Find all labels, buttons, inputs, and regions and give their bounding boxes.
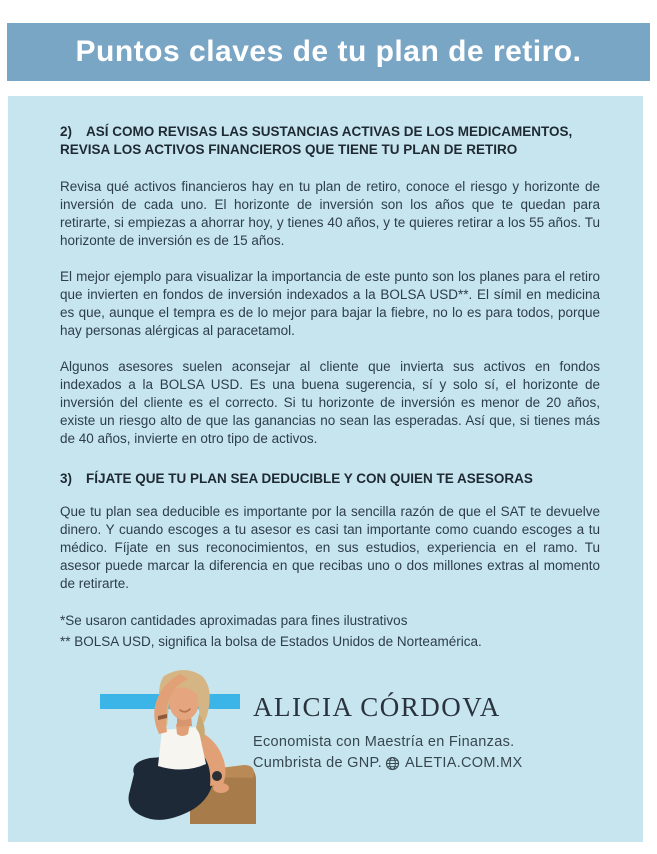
section-3-heading-text: FÍJATE QUE TU PLAN SEA DEDUCIBLE Y CON QUIEN TE ASESORAS <box>86 471 533 486</box>
page-title: Puntos claves de tu plan de retiro. <box>75 35 582 68</box>
watch <box>212 771 222 781</box>
author-site-line <box>253 755 522 771</box>
author-credentials: Economista con Maestría en Finanzas. <box>253 734 515 750</box>
section-3-number: 3) <box>60 471 73 486</box>
author-affiliation: Cumbrista de GNP. <box>253 755 382 771</box>
section-2-heading-text: ASÍ COMO REVISAS LAS SUSTANCIAS ACTIVAS DE LOS MEDICAMENTOS, REVISA LOS ACTIVOS FINANCIEROS QUE TIENE TU PLAN DE RETIRO <box>60 124 573 157</box>
footnote-2: ** BOLSA USD, significa la bolsa de Estados Unidos de Norteamérica. <box>60 634 482 649</box>
content-box <box>8 96 643 842</box>
section-2-number: 2) <box>60 124 73 139</box>
section-2-heading <box>60 123 600 159</box>
section-3-paragraph-1: Que tu plan sea deducible es importante por la sencilla razón de que el SAT te devuelve dinero. Y cuando escoges a tu asesor es casi tan importante como cuando escoges a tu médico. Fíjate en sus reconocimientos, en sus estudios, experiencia en el ramo. Tu asesor puede marcar la diferencia en que recibas uno o dos millones extras al momento de retirarte. <box>60 504 600 591</box>
header-banner <box>7 23 650 81</box>
author-signature-block <box>60 664 600 826</box>
author-website: ALETIA.COM.MX <box>404 755 523 771</box>
section-2-paragraph-1: Revisa qué activos financieros hay en tu plan de retiro, conoce el riesgo y horizonte de inversión de cada uno. El horizonte de inversión son los años que te quedan para retirarte, si empiezas a ahorrar hoy, y tienes 40 años, y te quieres retirar a los 55 años. Tu horizonte de inversión es de 15 años. <box>60 179 600 248</box>
footnotes <box>60 610 600 652</box>
section-2-paragraph-2: El mejor ejemplo para visualizar la importancia de este punto son los planes para el retiro que invierten en fondos de inversión indexados a la BOLSA USD**. El símil en medicina es que, aunque el tempra es de lo mejor para bajar la fiebre, no lo es para todos, porque hay personas alérgicas al paracetamol. <box>60 269 600 338</box>
footnote-1: *Se usaron cantidades aproximadas para fines ilustrativos <box>60 613 408 628</box>
section-2-paragraph-3: Algunos asesores suelen aconsejar al cliente que invierta sus activos en fondos indexados a la BOLSA USD. Es una buena sugerencia, sí y solo sí, el horizonte de inversión del cliente es el correcto. Si tu horizonte de inversión es menor de 20 años, existe un riesgo alto de que las ganancias no sean las esperadas. Así que, si tienes más de 40 años, invierte en otro tipo de activos. <box>60 359 600 446</box>
section-3-heading <box>60 470 600 488</box>
author-name: ALICIA CÓRDOVA <box>253 692 501 722</box>
author-block <box>253 692 522 771</box>
globe-icon <box>385 756 400 771</box>
author-photo <box>104 664 256 824</box>
